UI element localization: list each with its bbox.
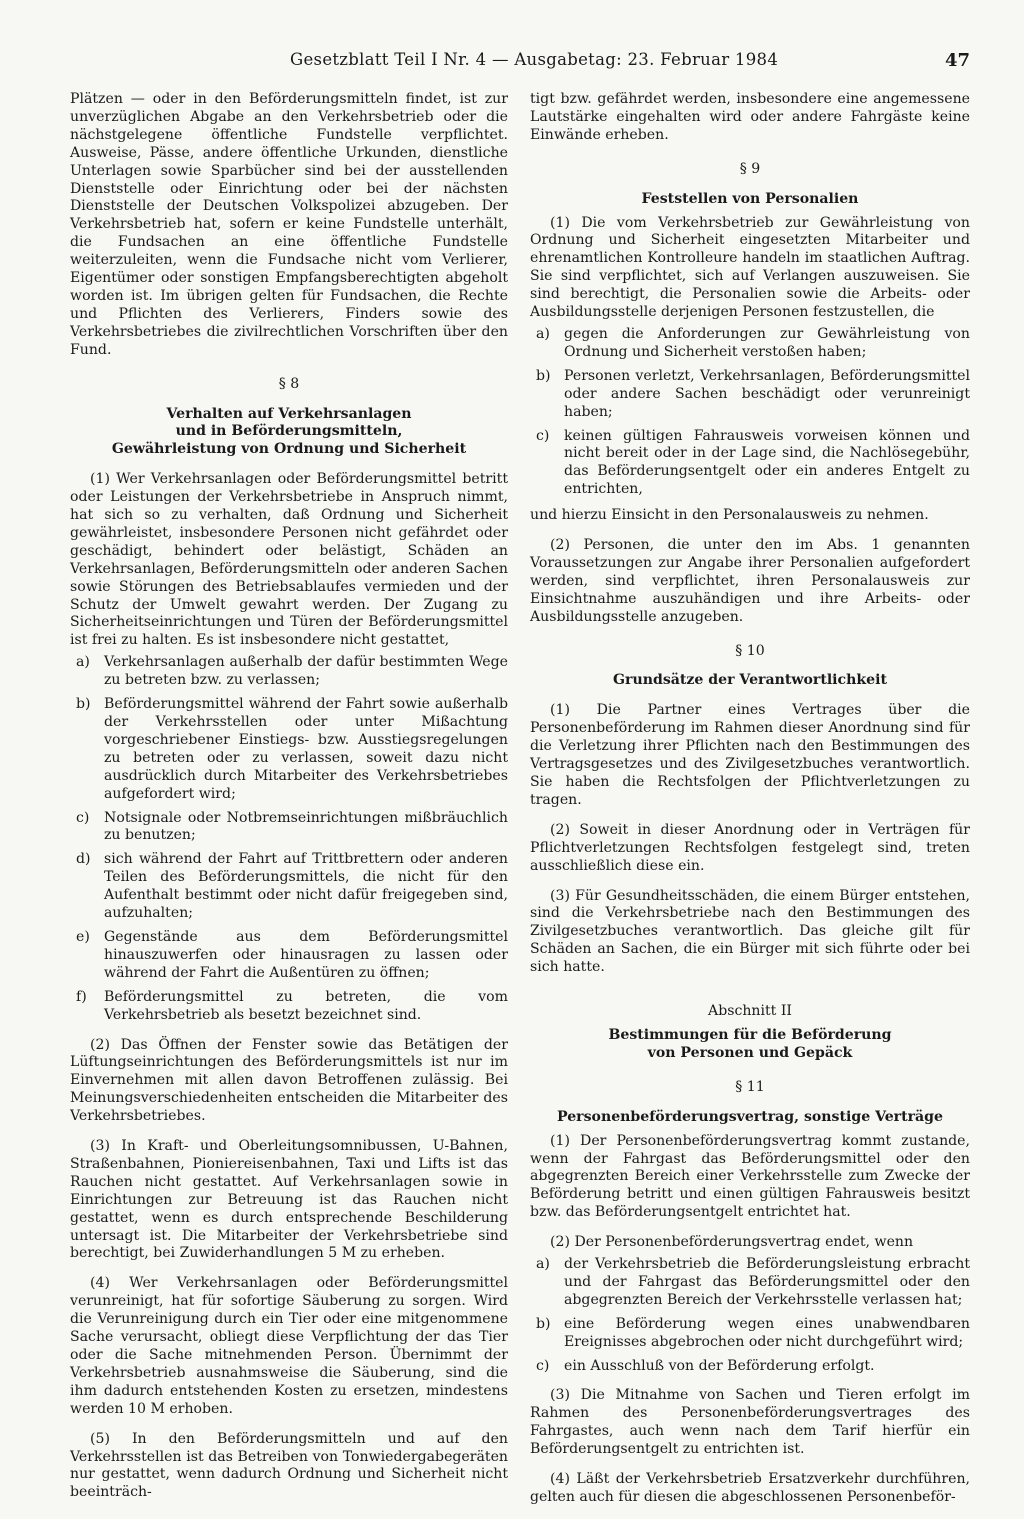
section-9-paragraph-1: (1) Die vom Verkehrsbetrieb zur Gewährleistung von Ordnung und Sicherheit eingesetzten Mitarbeiter und ehrenamtlichen Kontrolleure handeln im staatlichen Auftrag. Sie sind verpflichtet, sich auf Verlangen auszuweisen. Sie sind berechtigt, die Personalien sowie die Arbeits- oder Ausbildungsstelle derjenigen Personen festzustellen, die [530,214,970,321]
list-item-label: a) [536,1256,550,1273]
section-8-title [70,406,508,460]
list-item [530,368,970,422]
list-item-text: gegen die Anforderungen zur Gewährleistung von Ordnung und Sicherheit verstoßen haben; [564,325,970,360]
section-11-paragraph-4: (4) Läßt der Verkehrsbetrieb Ersatzverkehr durchführen, gelten auch für diesen die abgeschlossenen Personenbeför- [530,1471,970,1505]
page-header [290,50,970,80]
list-item-label: c) [536,1357,550,1374]
list-item-label: a) [536,325,550,342]
list-item-text: eine Beförderung wegen eines unabwendbaren Ereignisses abgebrochen oder nicht durchgeführt wird; [564,1315,970,1350]
section-11-list [530,1256,970,1375]
section-9-number: § 9 [739,160,761,177]
gazette-title: Gesetzblatt Teil I Nr. 4 — Ausgabetag: 23. Februar 1984 [290,50,779,69]
list-item-text: keinen gültigen Fahrausweis vorweisen können und nicht bereit oder in der Lage sind, die Nachlösegebühr, das Beförderungsentgelt oder ein anderes Entgelt zu entrichten, [564,427,970,498]
paragraph-continuation: Plätzen — oder in den Beförderungsmitteln findet, ist zur unverzüglichen Abgabe an den Verkehrsbetrieb oder die nächstgelegene öffentliche Fundstelle verpflichtet. Ausweise, Pässe, andere öffentliche Urkunden, dienstliche Unterlagen sowie Sparbücher sind bei der ausstellenden Dienststelle oder Einrichtung oder bei der nächsten Dienststelle der Deutschen Volkspolizei abzugeben. Der Verkehrsbetrieb hat, sofern er keine Fundstelle unterhält, die Fundsachen an eine öffentliche Fundstelle weiterzuleiten, wenn die Fundsache nicht vom Verlierer, Eigentümer oder sonstigen Empfangsberechtigten abgeholt worden ist. Im übrigen gelten für Fundsachen, die Rechte und Pflichten des Verlierers, Finders sowie des Verkehrsbetriebes die zivilrechtlichen Vorschriften über den Fund. [70,91,508,358]
section-8-number: § 8 [278,375,300,392]
list-item [530,1358,970,1376]
section-10-title: Grundsätze der Verantwortlichkeit [613,672,887,689]
list-item-label: b) [536,367,551,384]
list-item-text: Beförderungsmittel zu betreten, die vom Verkehrsbetrieb als besetzt bezeichnet sind. [104,988,508,1023]
list-item [70,989,508,1025]
list-item-text: Verkehrsanlagen außerhalb der dafür bestimmten Wege zu betreten bzw. zu verlassen; [104,654,508,689]
section-9-list-closing: und hierzu Einsicht in den Personalausweis zu nehmen. [530,507,929,524]
section-8-paragraph-4: (4) Wer Verkehrsanlagen oder Beförderungsmittel verunreinigt, hat für sofortige Säuberung zu sorgen. Wird die Verunreinigung durch ein Tier oder eine mitgenommene Sache verursacht, obliegt diese Verpflichtung der das Tier oder die Sache mitnehmenden Person. Übernimmt der Verkehrsbetrieb ausnahmsweise die Säuberung, sind die ihm dadurch entstehenden Kosten zu ersetzen, mindestens werden 10 M erhoben. [70,1275,508,1417]
page-number: 47 [944,50,970,71]
list-item-text: Beförderungsmittel während der Fahrt sowie außerhalb der Verkehrsstellen oder unter Mißachtung vorgeschriebener Einstiegs- bzw. Ausstiegsregelungen zu betreten oder zu verlassen, soweit dazu nicht ausdrücklich durch Mitarbeiter des Verkehrsbetriebes aufgefordert wird; [104,696,508,802]
list-item [530,1256,970,1310]
section-11-paragraph-3: (3) Die Mitnahme von Sachen und Tieren erfolgt im Rahmen des Personenbeförderungsvertrages des Fahrgastes, auch wenn nach dem Tarif hierfür ein Beförderungsentgelt zu entrichten ist. [530,1387,970,1458]
section-10-number: § 10 [735,642,765,659]
chapter-title-line: von Personen und Gepäck [647,1044,853,1061]
section-10-paragraph-1: (1) Die Partner eines Vertrages über die Personenbeförderung im Rahmen dieser Anordnung sind für die Verletzung ihrer Pflichten nach den Bestimmungen des Vertragsgesetzes und des Zivilgesetzbuches verantwortlich. Sie haben die Rechtsfolgen der Pflichtverletzungen zu tragen. [530,702,970,808]
list-item-text: ein Ausschluß von der Beförderung erfolgt. [564,1357,875,1374]
chapter-title [530,1027,970,1063]
section-11-paragraph-1: (1) Der Personenbeförderungsvertrag kommt zustande, wenn der Fahrgast das Beförderungsmittel oder den abgegrenzten Bereich einer Verkehrsstelle zum Zwecke der Beförderung betritt und einen gültigen Fahrausweis besitzt bzw. das Beförderungsentgelt entrichtet hat. [530,1132,970,1221]
list-item-label: e) [76,928,90,945]
list-item [70,696,508,803]
section-8-list [70,654,508,1024]
list-item-label: d) [76,851,91,868]
list-item-text: der Verkehrsbetrieb die Beförderungsleistung erbracht und der Fahrgast das Beförderungsmittel oder den abgegrenzten Bereich der Verkehrsstelle verlassen hat; [564,1256,970,1308]
section-8-paragraph-1: (1) Wer Verkehrsanlagen oder Beförderungsmittel betritt oder Leistungen der Verkehrsbetriebe in Anspruch nimmt, hat sich so zu verhalten, daß Ordnung und Sicherheit gewährleistet, insbesondere Personen nicht gefährdet oder geschädigt, behindert oder belästigt, Schäden an Verkehrsanlagen, Beförderungsmitteln oder anderen Sachen sowie Störungen des Betriebsablaufes vermieden und der Schutz der Umwelt gewahrt werden. Der Zugang zu Sicherheitseinrichtungen und Türen der Beförderungsmittel ist frei zu halten. Es ist insbesondere nicht gestattet, [70,471,508,649]
list-item [70,654,508,690]
list-item-label: a) [76,654,90,671]
section-8-paragraph-5: (5) In den Beförderungsmitteln und auf den Verkehrsstellen ist das Betreiben von Tonwiedergabegeräten nur gestattet, wenn dadurch Ordnung und Sicherheit nicht beeinträch- [70,1430,508,1501]
chapter-title-line: Bestimmungen für die Beförderung [608,1026,892,1043]
list-item [70,810,508,846]
list-item [530,428,970,500]
list-item-text: Personen verletzt, Verkehrsanlagen, Beförderungsmittel oder andere Sachen beschädigt oder verunreinigt haben; [564,367,970,420]
section-10-paragraph-2: (2) Soweit in dieser Anordnung oder in Verträgen für Pflichtverletzungen Rechtsfolgen festgelegt sind, treten ausschließlich diese ein. [530,821,970,874]
left-column [70,91,508,1514]
section-8-title-line: Verhalten auf Verkehrsanlagen [166,405,412,422]
list-item-text: Gegenstände aus dem Beförderungsmittel hinauszuwerfen oder hinausragen zu lassen oder während der Fahrt die Außentüren zu öffnen; [104,928,508,981]
section-10-paragraph-3: (3) Für Gesundheitsschäden, die einem Bürger entstehen, sind die Verkehrsbetriebe nach den Bestimmungen des Zivilgesetzbuches verantwortlich. Das gleiche gilt für Schäden an Sachen, die ein Bürger mit sich führte oder bei sich hatte. [530,887,970,976]
list-item [530,1316,970,1352]
list-item [70,929,508,983]
list-item-label: c) [76,809,90,826]
list-item-label: c) [536,427,550,444]
section-8-paragraph-3: (3) In Kraft- und Oberleitungsomnibussen, U-Bahnen, Straßenbahnen, Pioniereisenbahnen, Taxi und Lifts ist das Rauchen nicht gestattet. Auf Verkehrsanlagen sowie in Einrichtungen zur Betreuung ist das Rauchen nicht gestattet, wenn es durch entsprechende Beschilderung untersagt ist. Die Mitarbeiter der Verkehrsbetriebe sind berechtigt, bei Zuwiderhandlungen 5 M zu erheben. [70,1138,508,1262]
section-11-title: Personenbeförderungsvertrag, sonstige Verträge [557,1108,943,1125]
section-11-number: § 11 [735,1078,765,1095]
list-item [530,326,970,362]
list-item-label: b) [76,696,91,713]
right-column [530,91,970,1519]
list-item-text: sich während der Fahrt auf Trittbrettern oder anderen Teilen des Beförderungsmittels, die nicht für den Aufenthalt bestimmt oder nicht dafür freigegeben sind, aufzuhalten; [104,851,508,922]
list-item [70,851,508,923]
section-9-paragraph-2: (2) Personen, die unter den im Abs. 1 genannten Voraussetzungen zur Angabe ihrer Personalien aufgefordert werden, sind verpflichtet, ihren Personalausweis zur Einsichtnahme auszuhändigen und ihre Arbeits- oder Ausbildungsstelle anzugeben. [530,537,970,625]
section-9-title: Feststellen von Personalien [641,190,859,207]
section-9-list [530,326,970,499]
section-8-paragraph-2: (2) Das Öffnen der Fenster sowie das Betätigen der Lüftungseinrichtungen des Beförderungsmittels ist nur im Einvernehmen mit allen davon Betroffenen zulässig. Bei Meinungsverschiedenheiten entscheiden die Mitarbeiter des Verkehrsbetriebes. [70,1036,508,1125]
chapter-heading: Abschnitt II [708,1003,792,1020]
list-item-label: f) [76,988,87,1005]
section-11-paragraph-2: (2) Der Personenbeförderungsvertrag endet, wenn [550,1234,914,1251]
paragraph-continuation: tigt bzw. gefährdet werden, insbesondere eine angemessene Lautstärke eingehalten wird oder andere Fahrgäste keine Einwände erheben. [530,91,970,143]
section-8-title-line: und in Beförderungsmitteln, [175,423,403,440]
list-item-label: b) [536,1315,551,1332]
section-8-title-line: Gewährleistung von Ordnung und Sicherheit [111,441,467,458]
list-item-text: Notsignale oder Notbremseinrichtungen mißbräuchlich zu benutzen; [104,809,508,844]
